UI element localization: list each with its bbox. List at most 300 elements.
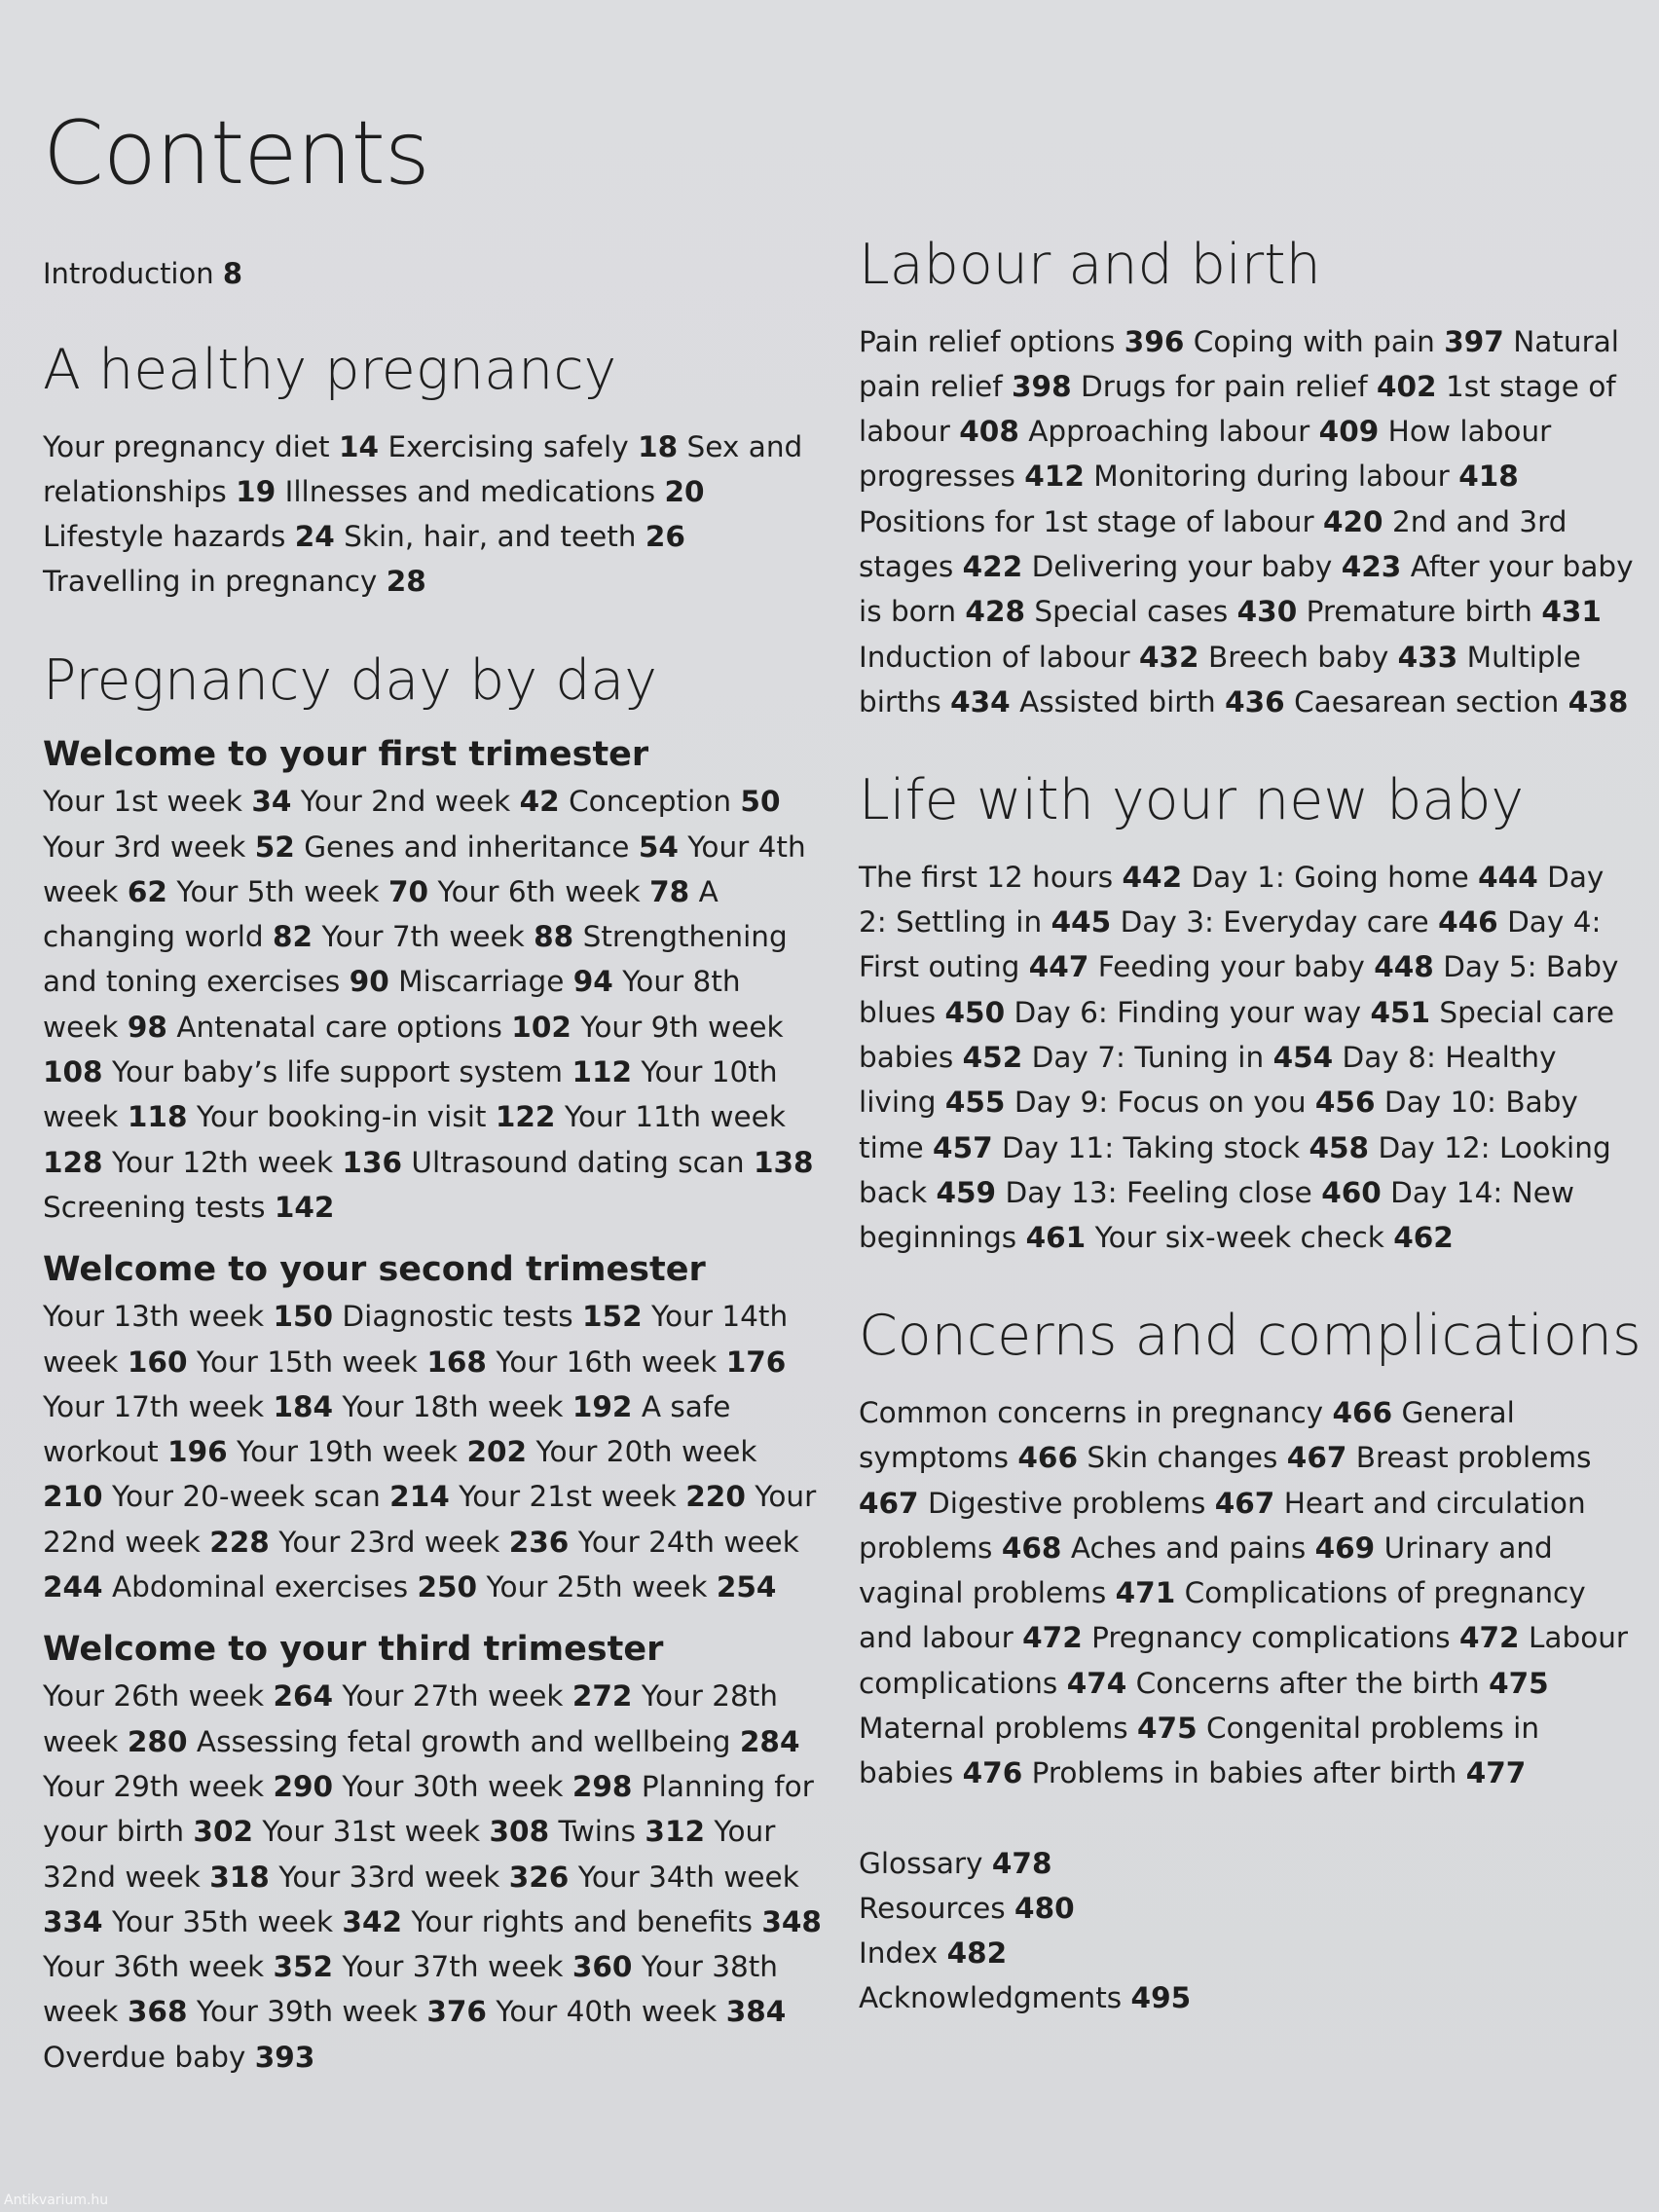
entry-label: Induction of labour [859, 640, 1130, 674]
entry-page-number: 8 [222, 257, 243, 290]
entry-page-number: 495 [1130, 1980, 1192, 2014]
entry-label: Your baby’s life support system [111, 1055, 564, 1089]
entry-label: Diagnostic tests [342, 1300, 573, 1334]
toc-entry [43, 785, 291, 818]
entry-page-number: 70 [388, 874, 429, 908]
entry-page-number: 88 [534, 920, 574, 954]
toc-entry [278, 1526, 569, 1559]
entry-page-number: 210 [43, 1480, 103, 1514]
entry-label: Your 12th week [111, 1145, 334, 1179]
toc-entry [176, 1011, 571, 1044]
toc-entry [112, 1905, 402, 1938]
entry-page-number: 34 [251, 785, 292, 819]
entry-label: Planning for your birth [43, 1769, 814, 1849]
end-matter-list [859, 1841, 1638, 2020]
entry-label: Your 5th week [176, 874, 380, 908]
entry-page-number: 468 [1001, 1530, 1062, 1565]
entry-page-number: 94 [572, 965, 613, 999]
toc-entry [859, 1712, 1198, 1745]
entry-label: Day 10: Baby time [859, 1086, 1578, 1164]
entry-page-number: 461 [1025, 1221, 1087, 1255]
entry-page-number: 472 [1458, 1621, 1520, 1655]
entry-page-number: 352 [273, 1950, 334, 1984]
toc-entry [1071, 1531, 1375, 1565]
toc-entry [1194, 325, 1504, 358]
entry-label: Caesarean section [1294, 684, 1560, 719]
entry-page-number: 250 [417, 1570, 478, 1604]
entry-page-number: 312 [645, 1815, 706, 1849]
entry-label: Your 32nd week [43, 1815, 776, 1894]
subheading-first-trimester: Welcome to your first trimester [43, 735, 649, 775]
entry-page-number: 78 [649, 874, 690, 908]
entry-label: Lifestyle hazards [43, 520, 286, 554]
section-heading-healthy-pregnancy: A healthy pregnancy [43, 338, 617, 402]
toc-entry [43, 520, 335, 553]
toc-entry [411, 1905, 822, 1938]
entry-page-number: 82 [273, 920, 313, 954]
entry-page-number: 451 [1370, 995, 1431, 1029]
entry-label: Your 3rd week [43, 830, 246, 864]
entry-label: Your six-week check [1094, 1221, 1384, 1255]
entry-page-number: 54 [638, 830, 679, 864]
entry-page-number: 342 [342, 1904, 403, 1938]
entry-label: Delivering your baby [1031, 550, 1333, 584]
entry-page-number: 434 [950, 684, 1011, 719]
entry-label: Your 35th week [111, 1904, 334, 1938]
toc-entry [1034, 595, 1297, 628]
entry-list [859, 1390, 1638, 1796]
toc-entry [342, 1390, 632, 1423]
entry-label: Twins [558, 1815, 637, 1849]
entry-list [43, 779, 822, 1230]
entry-page-number: 438 [1567, 684, 1629, 719]
entry-label: Illnesses and medications [284, 474, 656, 508]
entry-label: Day 11: Taking stock [1002, 1130, 1301, 1164]
toc-entry [43, 1950, 333, 1983]
entry-label: Day 13: Feeling close [1005, 1175, 1312, 1209]
entry-page-number: 456 [1314, 1086, 1376, 1120]
entry-label: Day 6: Finding your way [1014, 995, 1362, 1029]
entry-page-number: 482 [946, 1936, 1008, 1970]
entry-page-number: 18 [638, 429, 679, 463]
toc-entry [1032, 1756, 1527, 1789]
entry-label: Common concerns in pregnancy [859, 1395, 1324, 1429]
entry-page-number: 160 [127, 1345, 188, 1379]
entry-page-number: 98 [127, 1010, 167, 1044]
toc-entry [486, 1570, 776, 1604]
toc-entry [1081, 370, 1437, 403]
toc-entry [859, 861, 1182, 894]
entry-page-number: 290 [273, 1769, 334, 1803]
entry-page-number: 462 [1393, 1221, 1454, 1255]
intro-entry [43, 251, 822, 296]
entry-page-number: 280 [127, 1724, 188, 1758]
entry-page-number: 447 [1028, 950, 1089, 984]
entry-label: Natural pain relief [859, 324, 1619, 403]
entry-page-number: 466 [1332, 1395, 1393, 1429]
entry-page-number: 433 [1397, 640, 1458, 674]
toc-entry [321, 920, 573, 953]
entry-label: Your 29th week [43, 1769, 265, 1803]
page-title: Contents [43, 102, 429, 204]
entry-label: Congenital problems in babies [859, 1712, 1540, 1790]
entry-label: Your 8th week [43, 965, 741, 1044]
entry-label: Overdue baby [43, 2040, 246, 2074]
toc-entry [559, 1815, 706, 1848]
toc-entry [1095, 1221, 1454, 1254]
entry-page-number: 326 [508, 1860, 570, 1894]
toc-entry [43, 1300, 333, 1333]
toc-entry [304, 830, 679, 864]
entry-label: Special cases [1034, 595, 1229, 629]
entry-page-number: 214 [389, 1480, 450, 1514]
entry-label: A changing world [43, 874, 719, 954]
entry-label: Day 9: Focus on you [1014, 1086, 1307, 1120]
entry-page-number: 452 [962, 1040, 1023, 1074]
toc-entry [928, 1487, 1274, 1520]
entry-page-number: 477 [1465, 1756, 1527, 1790]
toc-entry [342, 1679, 632, 1713]
entry-page-number: 431 [1541, 595, 1602, 629]
entry-label: Drugs for pain relief [1081, 369, 1368, 403]
entry-label: Your 19th week [237, 1435, 459, 1469]
entry-label: Your 23rd week [278, 1525, 500, 1559]
entry-label: Pregnancy complications [1091, 1621, 1451, 1655]
entry-page-number: 196 [167, 1435, 228, 1469]
toc-entry [1014, 1086, 1376, 1119]
toc-entry [1093, 460, 1519, 493]
entry-label: Your booking-in visit [196, 1100, 487, 1134]
toc-entry [1002, 1131, 1369, 1164]
entry-label: The first 12 hours [859, 860, 1114, 894]
entry-page-number: 102 [511, 1010, 571, 1044]
entry-label: How labour progresses [859, 415, 1552, 494]
entry-label: Your rights and benefits [411, 1904, 753, 1938]
entry-page-number: 476 [962, 1756, 1023, 1790]
entry-page-number: 254 [716, 1570, 777, 1604]
entry-page-number: 412 [1024, 460, 1085, 494]
entry-page-number: 90 [349, 965, 389, 999]
entry-label: Day 1: Going home [1191, 860, 1469, 894]
toc-entry [1087, 1441, 1346, 1474]
entry-page-number: 264 [273, 1679, 334, 1714]
entry-label: Your 34th week [577, 1860, 799, 1894]
entry-page-number: 393 [254, 2040, 315, 2074]
toc-entry [1098, 950, 1434, 983]
toc-entry [859, 641, 1199, 674]
entry-page-number: 50 [740, 785, 781, 819]
entry-page-number: 422 [962, 550, 1023, 584]
entry-page-number: 450 [944, 995, 1006, 1029]
entry-label: Your 20th week [535, 1435, 757, 1469]
entry-label: Your 2nd week [300, 785, 511, 819]
entry-page-number: 428 [965, 595, 1026, 629]
entry-label: Feeding your baby [1097, 950, 1365, 984]
entry-label: Premature birth [1306, 595, 1532, 629]
entry-page-number: 244 [43, 1570, 103, 1604]
entry-label: Maternal problems [859, 1712, 1128, 1746]
entry-page-number: 397 [1444, 324, 1504, 358]
entry-label: Your 16th week [496, 1345, 718, 1379]
toc-entry [43, 1679, 333, 1713]
entry-label: Miscarriage [398, 965, 565, 999]
toc-entry [859, 1841, 1638, 1886]
entry-page-number: 308 [489, 1815, 550, 1849]
toc-entry [112, 1570, 477, 1604]
toc-entry [1136, 1667, 1549, 1700]
entry-label: Day 3: Everyday care [1120, 905, 1429, 940]
entry-label: Your 9th week [580, 1010, 784, 1044]
entry-page-number: 112 [571, 1055, 633, 1089]
entry-page-number: 192 [571, 1389, 633, 1423]
entry-label: Your 24th week [577, 1525, 799, 1559]
toc-entry [1005, 1176, 1381, 1209]
toc-entry [43, 1390, 333, 1423]
toc-entry [342, 1300, 642, 1333]
toc-entry [859, 1396, 1392, 1429]
entry-label: Your 22nd week [43, 1480, 817, 1559]
entry-page-number: 409 [1318, 415, 1380, 449]
entry-label: Digestive problems [927, 1486, 1206, 1520]
entry-page-number: 20 [664, 474, 705, 508]
entry-page-number: 42 [519, 785, 560, 819]
entry-page-number: 436 [1225, 684, 1285, 719]
entry-label: Your 38th week [43, 1950, 778, 2029]
left-column [43, 251, 822, 2099]
entry-page-number: 475 [1137, 1712, 1198, 1746]
entry-page-number: 368 [127, 1995, 188, 2029]
entry-page-number: 475 [1489, 1666, 1549, 1700]
entry-page-number: 444 [1478, 860, 1538, 894]
entry-page-number: 19 [236, 474, 276, 508]
entry-label: Exercising safely [387, 429, 629, 463]
entry-page-number: 408 [959, 415, 1019, 449]
entry-label: Skin changes [1087, 1441, 1278, 1475]
entry-label: Aches and pains [1070, 1530, 1307, 1565]
entry-page-number: 26 [645, 520, 685, 554]
entry-label: Your 21st week [459, 1480, 677, 1514]
entry-label: Day 12: Looking back [859, 1130, 1611, 1209]
entry-label: Your 25th week [486, 1570, 708, 1604]
entry-page-number: 402 [1377, 369, 1437, 403]
toc-entry [859, 505, 1383, 538]
entry-label: Breast problems [1355, 1441, 1592, 1475]
entry-page-number: 202 [466, 1435, 528, 1469]
subheading-second-trimester: Welcome to your second trimester [43, 1250, 706, 1290]
toc-entry [496, 1995, 786, 2028]
entry-label: Resources [859, 1891, 1006, 1925]
entry-page-number: 118 [127, 1100, 188, 1134]
entry-page-number: 460 [1321, 1175, 1382, 1209]
entry-label: General symptoms [859, 1395, 1515, 1475]
entry-label: 2nd and 3rd stages [859, 504, 1567, 584]
entry-label: Heart and circulation problems [859, 1486, 1586, 1565]
toc-entry [1032, 1041, 1334, 1074]
entry-label: Special care babies [859, 995, 1615, 1074]
entry-label: Your 17th week [43, 1389, 265, 1423]
toc-entry [278, 1861, 569, 1894]
toc-entry [237, 1435, 527, 1468]
entry-page-number: 420 [1322, 504, 1383, 538]
entry-page-number: 150 [273, 1300, 334, 1334]
section-heading-labour-birth: Labour and birth [859, 233, 1321, 297]
toc-entry [459, 1480, 746, 1513]
entry-label: Day 14: New beginnings [859, 1175, 1574, 1255]
entry-list [43, 1674, 822, 2080]
toc-entry [301, 785, 560, 818]
toc-entry [1028, 415, 1379, 448]
entry-label: Your 11th week [564, 1100, 786, 1134]
entry-page-number: 220 [685, 1480, 746, 1514]
entry-page-number: 396 [1124, 324, 1185, 358]
entry-label: Assessing fetal growth and wellbeing [196, 1724, 731, 1758]
entry-page-number: 52 [254, 830, 295, 864]
entry-page-number: 138 [754, 1145, 814, 1179]
toc-entry [1307, 595, 1602, 628]
toc-entry [43, 2041, 314, 2074]
entry-page-number: 423 [1341, 550, 1402, 584]
entry-label: Your 20-week scan [111, 1480, 381, 1514]
entry-label: Breech baby [1207, 640, 1389, 674]
entry-label: Your 4th week [43, 830, 806, 908]
entry-page-number: 272 [571, 1679, 633, 1714]
entry-page-number: 360 [571, 1950, 633, 1984]
toc-entry [43, 430, 379, 463]
entry-label: Labour complications [859, 1621, 1629, 1700]
toc-entry [197, 1995, 487, 2028]
entry-label: Multiple births [859, 640, 1581, 719]
entry-page-number: 298 [571, 1769, 633, 1803]
entry-label: Approaching labour [1028, 415, 1310, 449]
entry-page-number: 448 [1374, 950, 1434, 984]
section-heading-new-baby: Life with your new baby [859, 768, 1525, 833]
entry-label: Your 13th week [43, 1300, 265, 1334]
entry-label: Urinary and vaginal problems [859, 1530, 1553, 1610]
entry-page-number: 458 [1309, 1130, 1370, 1164]
entry-page-number: 432 [1139, 640, 1199, 674]
entry-page-number: 384 [725, 1995, 787, 2029]
entry-label: Day 8: Healthy living [859, 1040, 1557, 1120]
entry-page-number: 348 [761, 1904, 822, 1938]
toc-entry [1192, 861, 1538, 894]
entry-page-number: 454 [1272, 1040, 1334, 1074]
entry-list [859, 319, 1638, 725]
toc-entry [344, 520, 685, 553]
toc-entry [1019, 685, 1285, 719]
entry-page-number: 184 [273, 1389, 334, 1423]
toc-entry [1208, 641, 1457, 674]
toc-entry [342, 1950, 632, 1983]
toc-entry [1294, 685, 1628, 719]
entry-label: 1st stage of labour [859, 369, 1616, 449]
entry-label: Your 39th week [196, 1995, 418, 2029]
entry-label: Your 1st week [43, 785, 242, 819]
right-column [859, 233, 1641, 2020]
entry-label: After your baby is born [859, 550, 1634, 629]
toc-entry [411, 1146, 813, 1179]
entry-label: Strengthening and toning exercises [43, 920, 788, 999]
entry-label: Skin, hair, and teeth [344, 520, 637, 554]
toc-entry [342, 1770, 632, 1803]
entry-page-number: 302 [193, 1815, 254, 1849]
entry-page-number: 168 [426, 1345, 487, 1379]
entry-label: Assisted birth [1019, 684, 1216, 719]
entry-label: Day 7: Tuning in [1031, 1040, 1265, 1074]
toc-entry [859, 1886, 1638, 1931]
entry-label: Your 27th week [342, 1679, 564, 1714]
entry-label: Your 14th week [43, 1300, 789, 1379]
entry-label: Your 6th week [437, 874, 641, 908]
entry-label: Antenatal care options [176, 1010, 502, 1044]
entry-page-number: 446 [1438, 905, 1498, 940]
entry-label: Your 15th week [196, 1345, 418, 1379]
entry-label: Your 37th week [342, 1950, 564, 1984]
entry-label: A safe workout [43, 1389, 731, 1469]
entry-page-number: 376 [426, 1995, 487, 2029]
toc-entry [859, 1975, 1638, 2020]
entry-label: Index [859, 1936, 939, 1970]
section-heading-day-by-day: Pregnancy day by day [43, 647, 658, 713]
entry-list [859, 855, 1638, 1261]
entry-page-number: 108 [43, 1055, 103, 1089]
entry-label: Day 2: Settling in [859, 860, 1604, 940]
toc-entry [1091, 1621, 1519, 1654]
entry-label: Abdominal exercises [111, 1570, 409, 1604]
section-heading-concerns: Concerns and complications [859, 1304, 1641, 1369]
entry-page-number: 467 [1286, 1441, 1347, 1475]
entry-label: Your 28th week [43, 1679, 778, 1758]
entry-label: Your 10th week [43, 1055, 778, 1134]
entry-label: Day 5: Baby blues [859, 950, 1619, 1029]
toc-entry [1032, 550, 1402, 583]
toc-entry [398, 965, 613, 998]
entry-label: Your 26th week [43, 1679, 265, 1714]
entry-page-number: 136 [342, 1145, 403, 1179]
toc-entry [496, 1346, 786, 1379]
entry-label: Monitoring during labour [1093, 460, 1450, 494]
entry-label: Your 36th week [43, 1950, 265, 1984]
entry-label: Glossary [859, 1846, 983, 1880]
entry-page-number: 467 [1214, 1486, 1275, 1520]
entry-label: Problems in babies after birth [1031, 1756, 1457, 1790]
toc-entry [112, 1146, 402, 1179]
entry-page-number: 152 [582, 1300, 643, 1334]
entry-label: Coping with pain [1193, 324, 1435, 358]
toc-entry [43, 1770, 333, 1803]
entry-page-number: 430 [1236, 595, 1298, 629]
toc-entry [1121, 905, 1498, 939]
toc-entry [112, 1480, 450, 1513]
toc-entry [197, 1346, 487, 1379]
entry-label: Conception [569, 785, 732, 819]
toc-entry [569, 785, 780, 818]
entry-label: Travelling in pregnancy [43, 565, 378, 599]
entry-label: Pain relief options [859, 324, 1116, 358]
entry-page-number: 478 [991, 1846, 1052, 1880]
watermark: Antikvarium.hu [4, 2193, 109, 2208]
entry-label: Introduction [43, 257, 214, 290]
entry-label: Genes and inheritance [304, 830, 630, 864]
entry-page-number: 469 [1314, 1530, 1376, 1565]
entry-label: Your 31st week [262, 1815, 481, 1849]
toc-entry [43, 1191, 334, 1224]
toc-entry [112, 1055, 632, 1088]
entry-page-number: 457 [933, 1130, 993, 1164]
entry-page-number: 459 [936, 1175, 997, 1209]
entry-page-number: 24 [294, 520, 335, 554]
entry-page-number: 176 [725, 1345, 787, 1379]
toc-entry [437, 875, 689, 908]
